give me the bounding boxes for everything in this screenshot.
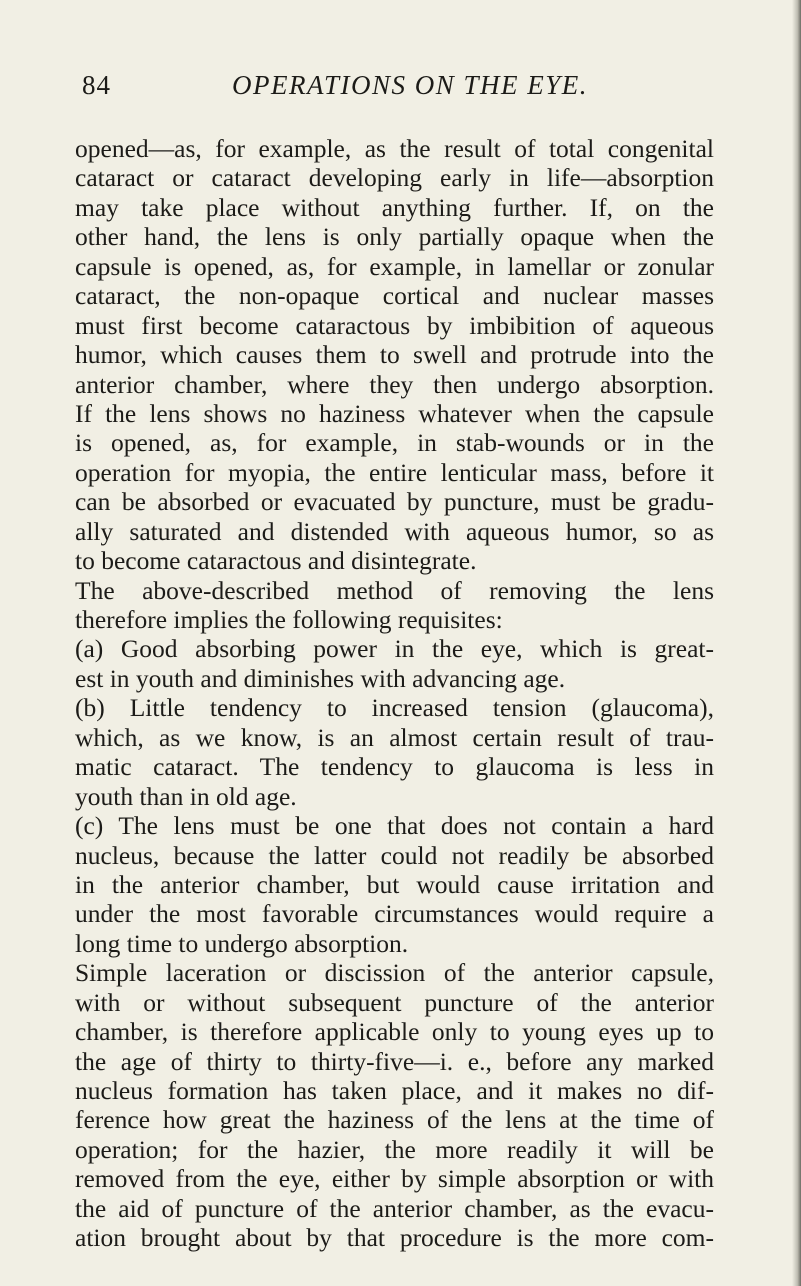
text-line: long time to undergo absorption. bbox=[75, 928, 409, 958]
text-line: opened—as, for example, as the result of total congenital bbox=[75, 134, 714, 163]
text-line: humor, which causes them to swell and protrude into the bbox=[75, 340, 714, 370]
text-line: chamber, is therefore applicable only to young eyes up to bbox=[75, 1017, 714, 1047]
text-line: can be absorbed or evacuated by puncture, must be gradu- bbox=[75, 487, 714, 517]
text-line: The above-described method of removing the lens bbox=[75, 575, 714, 605]
text-line: If the lens shows no haziness whatever when the capsule bbox=[75, 398, 714, 428]
text-line: cataract or cataract developing early in life—absorption bbox=[75, 163, 714, 193]
text-line: in the anterior chamber, but would cause irritation and bbox=[75, 869, 714, 899]
text-line: other hand, the lens is only partially opaque when the bbox=[75, 222, 714, 252]
text-line: removed from the eye, either by simple absorption or with bbox=[75, 1164, 714, 1194]
text-line: operation for myopia, the entire lenticular mass, before it bbox=[75, 457, 714, 487]
text-line: (b) Little tendency to increased tension (glaucoma), bbox=[75, 693, 714, 723]
text-line: cataract, the non-opaque cortical and nuclear masses bbox=[75, 281, 714, 311]
text-line: youth than in old age. bbox=[75, 781, 297, 811]
text-line: must first become cataractous by imbibition of aqueous bbox=[75, 310, 714, 340]
text-line: which, as we know, is an almost certain result of trau- bbox=[75, 722, 714, 752]
page-header bbox=[82, 70, 702, 110]
text-line: nucleus formation has taken place, and it makes no dif- bbox=[75, 1076, 714, 1105]
text-line: under the most favorable circumstances would require a bbox=[75, 899, 714, 929]
text-line: Simple laceration or discission of the anterior capsule, bbox=[75, 958, 714, 988]
text-line: ally saturated and distended with aqueous humor, so as bbox=[75, 516, 714, 546]
page-edge-shadow bbox=[792, 0, 801, 1286]
text-line: nucleus, because the latter could not readily be absorbed bbox=[75, 840, 714, 870]
text-line: capsule is opened, as, for example, in lamellar or zonular bbox=[75, 251, 714, 281]
text-line: the age of thirty to thirty-five—i. e., before any marked bbox=[75, 1046, 714, 1076]
text-line: with or without subsequent puncture of the anterior bbox=[75, 987, 714, 1017]
text-line: ference how great the haziness of the lens at the time of bbox=[75, 1105, 714, 1135]
text-line: to become cataractous and disintegrate. bbox=[75, 546, 477, 576]
text-line: may take place without anything further. If, on the bbox=[75, 192, 714, 222]
running-head: OPERATIONS ON THE EYE. bbox=[232, 70, 588, 100]
text-line: (c) The lens must be one that does not contain a hard bbox=[75, 811, 714, 841]
text-line: matic cataract. The tendency to glaucoma is less in bbox=[75, 752, 714, 782]
text-line: the aid of puncture of the anterior chamber, as the evacu- bbox=[75, 1193, 714, 1223]
text-line: ation brought about by that procedure is the more com- bbox=[75, 1223, 714, 1253]
text-line: therefore implies the following requisites: bbox=[75, 605, 503, 634]
text-line: (a) Good absorbing power in the eye, which is great- bbox=[75, 634, 714, 664]
body-text bbox=[75, 134, 714, 1253]
text-line: operation; for the hazier, the more readily it will be bbox=[75, 1134, 714, 1164]
page-number: 84 bbox=[82, 70, 111, 100]
text-line: est in youth and diminishes with advancing age. bbox=[75, 663, 566, 693]
text-line: is opened, as, for example, in stab-wounds or in the bbox=[75, 428, 714, 458]
text-line: anterior chamber, where they then undergo absorption. bbox=[75, 369, 714, 399]
